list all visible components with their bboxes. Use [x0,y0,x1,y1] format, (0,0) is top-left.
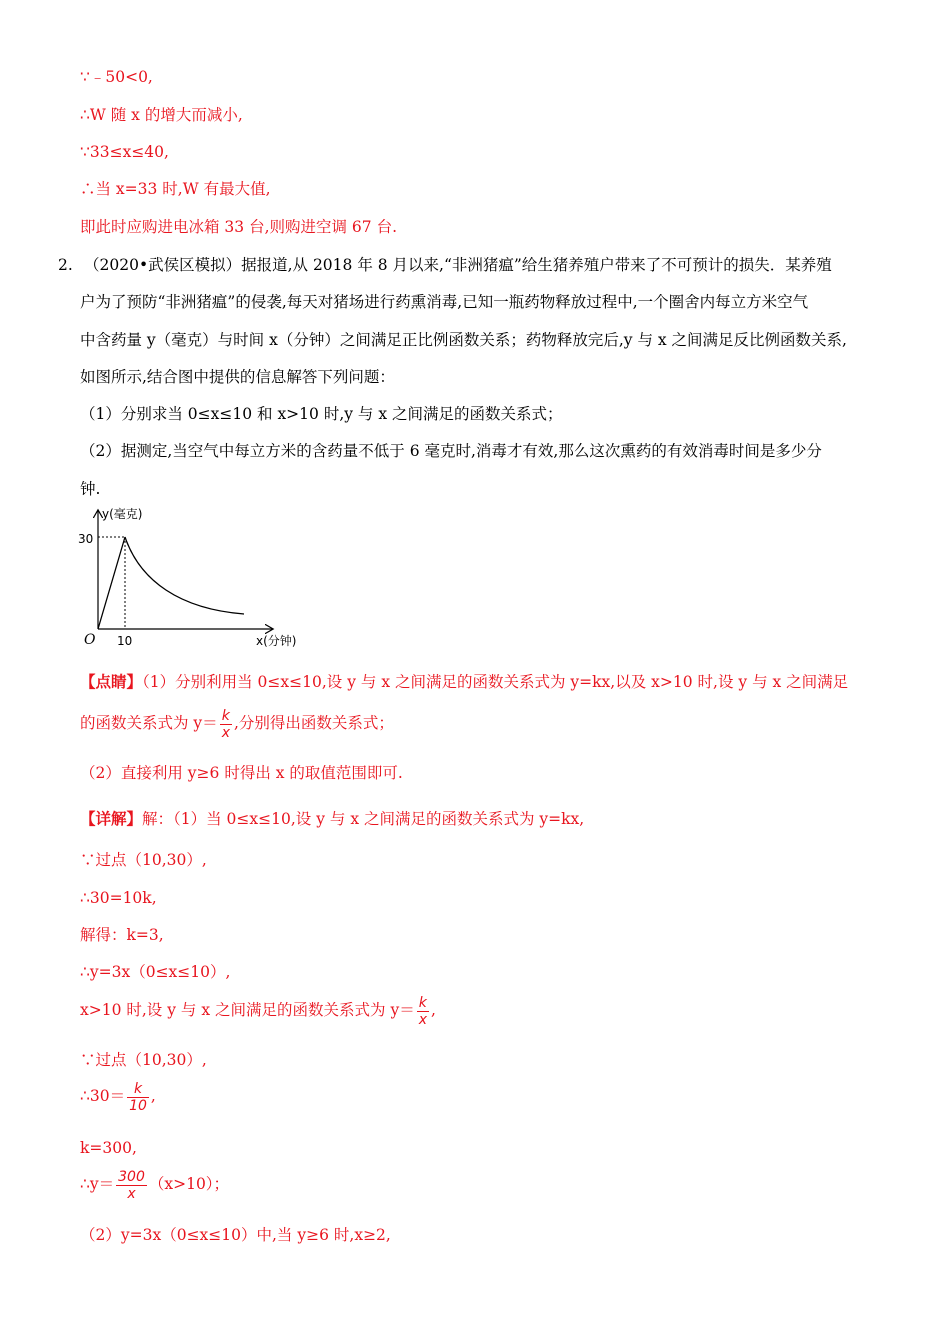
solution-fraction-k-x [417,995,429,1028]
solution-step-5b: , [431,1001,436,1019]
solution-step-7 [80,1079,156,1114]
inverse-curve [125,537,244,614]
function-graph [72,503,312,653]
solution-step-2: ∴30=10k, [80,889,157,907]
linear-segment [98,537,125,629]
question-part-2: （2）据测定,当空气中每立方米的含药量不低于 6 毫克时,消毒才有效,那么这次熏药的有效消毒时间是多少分 [80,442,822,460]
solution-step-9b: （x>10）； [148,1175,230,1193]
answer-line-2: ∴W 随 x 的增大而减小, [80,106,243,124]
solution-step-8: k=300, [80,1139,137,1157]
answer-line-1: ∵﹣50<0, [80,68,153,86]
question-line-3: 中含药量 y（毫克）与时间 x（分钟）之间满足正比例函数关系；药物释放完后,y 与 x 之间满足反比例函数关系, [80,331,847,349]
solution-step-9 [80,1167,229,1202]
question-line-4: 如图所示,结合图中提供的信息解答下列问题： [80,368,395,386]
solution-step-1: ∵过点（10,30）, [80,851,207,869]
frac-num-k2: k [127,1081,149,1098]
solution-step-5a: x>10 时,设 y 与 x 之间满足的函数关系式为 y＝ [80,1001,415,1019]
hint-line-1 [80,672,848,692]
solution-fraction-300-x [116,1169,147,1202]
answer-line-3: ∵33≤x≤40, [80,143,169,161]
hint-frac-den: x [221,724,230,741]
frac-den-10: 10 [129,1097,147,1114]
x-tick-label: 10 [117,634,133,648]
answer-line-4: ∴当 x=33 时,W 有最大值, [80,180,271,198]
solution-step-4: ∴y=3x（0≤x≤10）, [80,963,231,981]
solution-step-7a: ∴30＝ [80,1087,126,1105]
question-line-1: （2020•武侯区模拟）据报道,从 2018 年 8 月以来,“非洲猪瘟”给生猪养殖户带来了不可预计的损失．某养殖 [84,256,832,274]
hint-tag: 【点睛】 [80,672,143,691]
hint-line-3: （2）直接利用 y≥6 时得出 x 的取值范围即可. [80,764,403,782]
y-axis-label: y(毫克) [102,507,143,521]
question-part-1: （1）分别求当 0≤x≤10 和 x>10 时,y 与 x 之间满足的函数关系式； [80,405,563,423]
question-part-2-cont: 钟. [80,480,101,498]
frac-num-k: k [417,995,429,1012]
y-tick-label: 30 [78,532,94,546]
question-line-2: 户为了预防“非洲猪瘟”的侵袭,每天对猪场进行药熏消毒,已知一瓶药物释放过程中,一个圈舍内每立方米空气 [80,293,809,311]
hint-text-1: （1）分别利用当 0≤x≤10,设 y 与 x 之间满足的函数关系式为 y=kx,以及 x>10 时,设 y 与 x 之间满足 [142,673,849,691]
solution-step-10: （2）y=3x（0≤x≤10）中,当 y≥6 时,x≥2, [80,1226,391,1244]
solution-intro [80,809,584,829]
answer-line-5: 即此时应购进电冰箱 33 台,则购进空调 67 台. [80,218,398,236]
hint-frac-num: k [220,708,232,725]
solution-step-3: 解得：k=3, [80,926,164,944]
frac-num-300: 300 [118,1168,145,1185]
solution-step-6: ∵过点（10,30）, [80,1051,207,1069]
origin-label: O [84,632,96,648]
solution-intro-text: 解：（1）当 0≤x≤10,设 y 与 x 之间满足的函数关系式为 y=kx, [142,810,585,828]
question-number: 2. [58,256,73,274]
solution-tag: 【详解】 [80,809,143,828]
x-axis-label: x(分钟) [256,634,297,648]
hint-fraction [220,708,232,741]
solution-step-7b: , [150,1087,156,1105]
solution-step-5 [80,993,436,1028]
frac-den-x: x [418,1011,427,1028]
frac-den-x2: x [127,1185,136,1202]
solution-fraction-k-10 [127,1081,149,1114]
hint-text-2a: 的函数关系式为 y＝ [80,714,218,732]
hint-text-2b: ,分别得出函数关系式； [233,714,394,732]
solution-step-9a: ∴y＝ [80,1175,115,1193]
hint-line-2 [80,706,394,741]
